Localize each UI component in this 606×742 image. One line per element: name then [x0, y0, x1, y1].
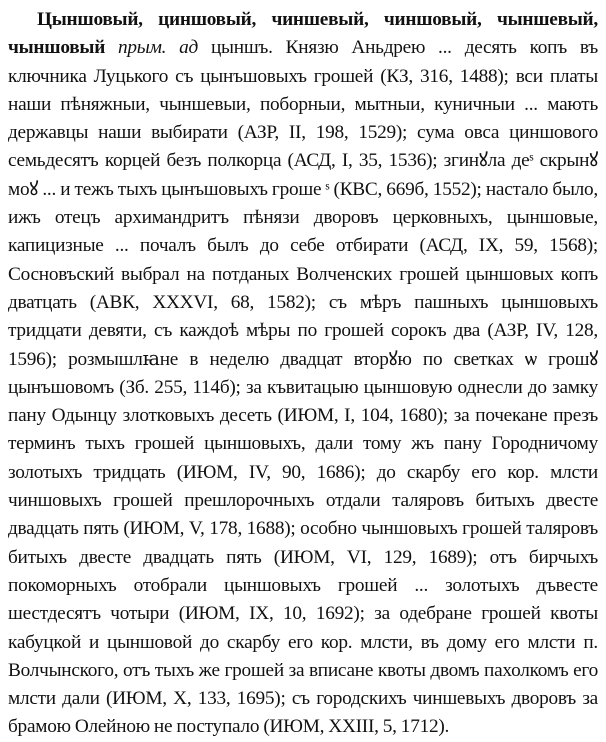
grammar-label: прым. ад	[118, 37, 199, 59]
entry-citations: Князю Аньдрею ... десять копъ въ ключника Луцького съ цынъшовыхъ грошей (КЗ, 316, 1488); вси платы наши пѣняжныи, чыншевыи, поборныи, мытныи, куничныи ... мають державцы наши выбирати (АЗР, II, 198, 1529); сума овса циншового семьдесятъ корцей безъ полкорца (АСД, I, 35, 1536); згинꙋла деˢ скрынꙋ моꙋ ... и тежъ тыхъ цынъшовыхъ гроше ˢ (КВС, 669б, 1552); настало было, ижъ отецъ архимандритъ пѣнязи дворовъ церковныхъ, цыншовые, капицизные ... почалъ былъ до себе отбирати (АСД, IX, 59, 1568); Сосновъский выбрал на потданых Волченских грошей цыншовых копъ дватцать (АВК, XXXVI, 68, 1582); съ мѣръ пашныхъ цыншовыхъ тридцати девяти, съ каждоѣ мѣры по грошей сорокъ два (АЗР, IV, 128, 1596); розмышлꙗне в неделю двадцат вторꙋю по светках ѡ грошꙋ цынъшовомъ (Зб. 255, 114б); за къвитацыю цыншовую однесли до замку пану Одынцу злотковыхъ десеть (ИЮМ, I, 104, 1680); за почекане презъ терминъ тыхъ грошей цыншовыхъ, дали тому жъ пану Городничому золотыхъ тридцать (ИЮМ, IV, 90, 1686); до скарбу его кор. млсти чиншовыхъ грошей прешлорочныхъ отдали таляровъ битыхъ двесте двадцать пять (ИЮМ, V, 178, 1688); особно чыншовыхъ грошей таляровъ битыхъ двесте двадцать пять (ИЮМ, VI, 129, 1689); отъ бирчыхъ покоморныхъ отобрали цыншовыхъ грошей ... золотыхъ дъвесте шестдесятъ чотыри (ИЮМ, IX, 10, 1692); за одебране грошей квоты кабуцкой и цыншовой до скарбу его кор. млсти, въ дому его млсти п. Волчынского, отъ тыхъ же грошей за вписане квоты двомъ пахолкомъ его млсти дали (ИЮМ, X, 133, 1695); съ городскихъ чиншевыхъ дворовъ за брамою Олейною не поступало (ИЮМ, XXIII, 5, 1712).	[8, 37, 598, 738]
entry-headword: Цыншовый, циншовый, чиншевый, чиншовый, чыншевый, чыншовый	[8, 9, 598, 59]
dictionary-entry	[8, 6, 598, 742]
entry-definition: цыншъ.	[210, 37, 273, 59]
